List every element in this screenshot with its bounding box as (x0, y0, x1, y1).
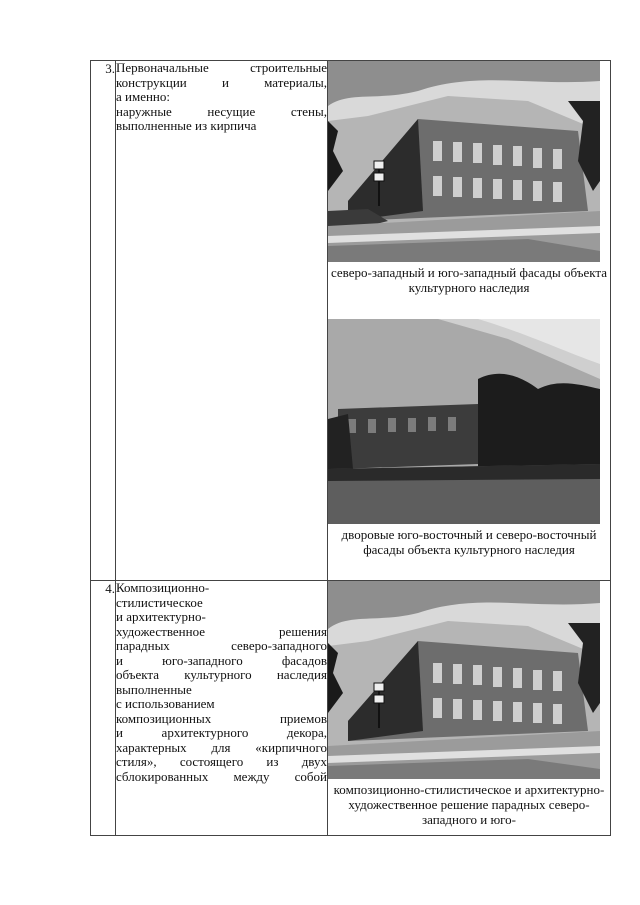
row-description (116, 61, 328, 581)
facade-photo-image (328, 61, 600, 262)
row-description (116, 581, 328, 836)
courtyard-photo-image (328, 319, 600, 524)
description-line: объекта культурного наследия (116, 667, 327, 682)
description-line: стиля», состоящего из двух (116, 754, 327, 769)
description-line: сблокированных между собой (116, 768, 327, 784)
description-line: конструкции и материалы, (116, 74, 327, 90)
description-line: и архитектурно- (116, 609, 206, 624)
row-number: 4. (91, 581, 116, 836)
description-line: и архитектурного декора, (116, 725, 327, 740)
description-line: а именно: (116, 89, 170, 104)
table-row (91, 61, 611, 581)
photo-caption: композиционно-стилистическое и архитектурно-художественное решение парадных северо-западного и юго- (333, 782, 605, 827)
description-line: Первоначальные строительные (116, 60, 327, 75)
description-line: и юго-западного фасадов (116, 652, 327, 668)
description-line: выполненные из кирпича (116, 118, 257, 133)
row-photos (328, 61, 611, 581)
courtyard-photo (328, 319, 600, 524)
facade-photo (328, 61, 600, 262)
main-facades-photo (328, 581, 600, 779)
description-line: композиционных приемов (116, 710, 327, 726)
description-line: с использованием (116, 696, 215, 711)
description-line: стилистическое (116, 594, 203, 610)
description-line: парадных северо-западного (116, 638, 327, 653)
photo-caption: дворовые юго-восточный и северо-восточный фасады объекта культурного наследия (341, 527, 597, 557)
description-line: художественное решения (116, 623, 327, 639)
heritage-table (90, 60, 611, 836)
main-facades-photo-image (328, 581, 600, 779)
description-line: выполненные (116, 681, 192, 697)
description-line: Композиционно- (116, 580, 210, 595)
row-number: 3. (91, 61, 116, 581)
table-row (91, 581, 611, 836)
description-line: характерных для «кирпичного (116, 739, 327, 755)
row-photos (328, 581, 611, 836)
photo-caption: северо-западный и юго-западный фасады объекта культурного наследия (330, 265, 608, 295)
description-line: наружные несущие стены, (116, 103, 327, 119)
